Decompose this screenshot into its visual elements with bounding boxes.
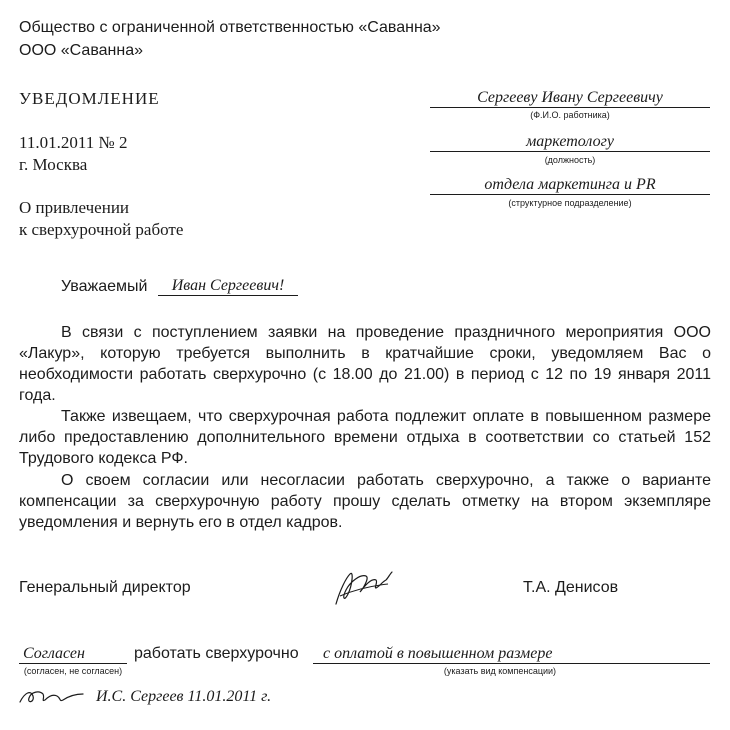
consent-compensation-caption: (указать вид компенсации) [443, 666, 557, 676]
document-title: УВЕДОМЛЕНИЕ [19, 89, 160, 108]
recipient-name-caption: (Ф.И.О. работника) [530, 110, 610, 120]
consent-answer: Согласен [19, 645, 127, 664]
signer-position: Генеральный директор [19, 579, 191, 596]
greeting-name: Иван Сергеевич! [158, 277, 298, 296]
director-signature-icon [330, 560, 400, 610]
consent-answer-caption: (согласен, не согласен) [23, 666, 123, 676]
body-paragraph-1: В связи с поступлением заявки на проведение праздничного мероприятия ООО «Лакур», которую требуется выполнить в кратчайшие сроки, уведомляем Вас о необходимости работать сверхурочно (с 18.00 до 21.00) в период с 12 по 19 января 2011 года. [19, 324, 711, 404]
city: г. Москва [19, 155, 88, 174]
body-paragraph-3: О своем согласии или несогласии работать сверхурочно, а также о варианте компенсации за сверхурочную работу прошу сделать отметку на втором экземпляре уведомления и вернуть его в отдел кадров. [19, 472, 711, 531]
body-paragraph-2: Также извещаем, что сверхурочная работа подлежит оплате в повышенном размере либо предоставлению дополнительного времени отдыха в соответствии со статьей 152 Трудового кодекса РФ. [19, 408, 711, 467]
recipient-department-caption: (структурное подразделение) [508, 198, 632, 208]
employee-signature-line: И.С. Сергеев 11.01.2011 г. [96, 688, 272, 705]
consent-compensation: с оплатой в повышенном размере [313, 645, 710, 664]
recipient-position-caption: (должность) [544, 155, 596, 165]
org-short-name: ООО «Саванна» [19, 42, 143, 59]
signer-name: Т.А. Денисов [523, 579, 619, 596]
greeting-prefix: Уважаемый [61, 278, 148, 295]
subject-line-2: к сверхурочной работе [19, 220, 184, 239]
recipient-name: Сергееву Ивану Сергеевичу [430, 89, 710, 108]
subject-line-1: О привлечении [19, 198, 130, 217]
org-full-name: Общество с ограниченной ответственностью «Саванна» [19, 19, 441, 36]
employee-signature-icon [17, 682, 87, 710]
consent-middle-text: работать сверхурочно [134, 645, 299, 662]
date-number: 11.01.2011 № 2 [19, 133, 128, 152]
recipient-position: маркетологу [430, 133, 710, 152]
recipient-department: отдела маркетинга и PR [430, 176, 710, 195]
